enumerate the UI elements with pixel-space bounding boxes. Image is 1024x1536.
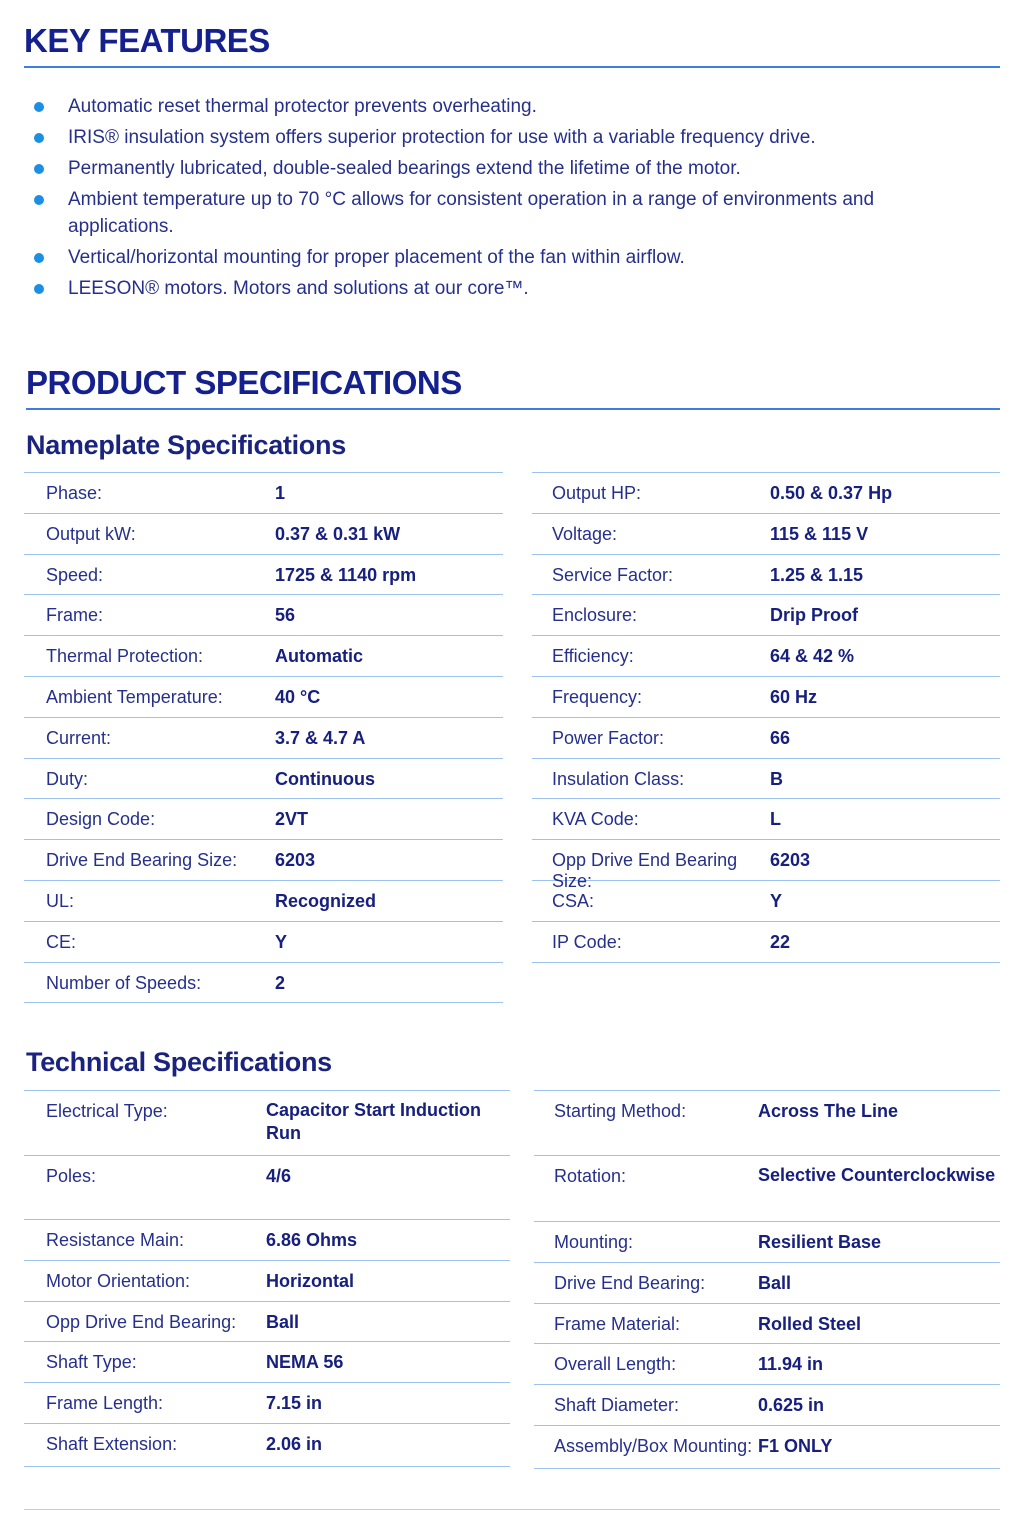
spec-label: Frame: [46,605,104,626]
spec-row [532,595,1000,636]
spec-value: 4/6 [266,1166,292,1186]
spec-value: 2.06 in [266,1433,323,1454]
nameplate-table-right [532,472,1000,963]
feature-text: Permanently lubricated, double-sealed bearings extend the lifetime of the motor. [68,158,741,179]
spec-value: 115 & 115 V [770,523,869,544]
key-features-heading: KEY FEATURES [24,22,1000,68]
spec-row [24,799,503,840]
spec-value: 56 [275,605,296,626]
technical-specifications-heading: Technical Specifications [26,1047,332,1077]
spec-row [534,1263,1000,1304]
spec-value: Automatic [275,646,364,667]
spec-row [534,1222,1000,1263]
spec-value: 60 Hz [770,686,818,707]
spec-row [532,636,1000,677]
spec-value: 1725 & 1140 rpm [275,564,417,585]
spec-value: Resilient Base [758,1232,882,1252]
spec-label: Frequency: [552,686,643,707]
spec-row [24,922,503,963]
spec-value: Horizontal [266,1270,354,1291]
spec-label: Shaft Type: [46,1352,137,1373]
spec-value: Ball [266,1311,300,1332]
spec-label: Power Factor: [552,727,665,748]
spec-row [534,1304,1000,1345]
spec-value: 1.25 & 1.15 [770,564,864,585]
spec-value: Rolled Steel [758,1313,862,1334]
spec-label: Thermal Protection: [46,646,204,667]
spec-label: Frame Length: [46,1393,164,1414]
spec-row [532,473,1000,514]
spec-label: Drive End Bearing: [554,1272,706,1293]
spec-label: Shaft Diameter: [554,1395,680,1416]
spec-row [532,799,1000,840]
spec-label: Overall Length: [554,1354,677,1375]
feature-item [34,244,964,271]
key-features-list [34,93,964,306]
feature-text: LEESON® motors. Motors and solutions at our core™. [68,278,529,299]
spec-label: Starting Method: [554,1101,687,1121]
bullet-icon [34,253,44,263]
feature-item [34,155,964,182]
feature-text: IRIS® insulation system offers superior protection for use with a variable frequency drive. [68,127,816,148]
spec-row [24,1424,510,1467]
spec-label: Opp Drive End Bearing: [46,1311,237,1332]
spec-value: NEMA 56 [266,1352,344,1373]
spec-value: B [770,768,783,789]
spec-label: Design Code: [46,809,156,830]
spec-value: 22 [770,931,791,952]
feature-item [34,124,964,151]
spec-row [24,1261,510,1302]
spec-row [534,1156,1000,1222]
bullet-icon [34,195,44,205]
feature-item [34,275,964,302]
spec-label: UL: [46,890,75,911]
spec-value: L [770,809,781,830]
spec-value: 7.15 in [266,1393,323,1414]
spec-row [24,1383,510,1424]
spec-value: 0.37 & 0.31 kW [275,523,401,544]
spec-row [24,514,503,555]
feature-item [34,93,964,120]
spec-row [24,555,503,596]
spec-label: Output kW: [46,523,136,544]
spec-row [24,1302,510,1343]
spec-row [24,1342,510,1383]
spec-value: Ball [758,1272,792,1293]
spec-value: 3.7 & 4.7 A [275,727,366,748]
spec-value: 6203 [770,850,811,871]
spec-value: Continuous [275,768,375,789]
spec-label: Voltage: [552,523,618,544]
spec-label: Insulation Class: [552,768,685,789]
spec-label: Opp Drive End Bearing Size: [552,850,738,892]
spec-label: Assembly/Box Mounting: [554,1435,753,1456]
spec-value: 11.94 in [758,1354,824,1375]
spec-label: Frame Material: [554,1313,681,1334]
spec-value: 40 °C [275,686,321,707]
spec-value: 6.86 Ohms [266,1230,358,1250]
spec-row [24,963,503,1004]
spec-row [24,677,503,718]
spec-label: Service Factor: [552,564,674,585]
spec-row [534,1344,1000,1385]
spec-value: Selective Counterclockwise [758,1165,996,1185]
feature-text: Automatic reset thermal protector prevents overheating. [68,96,537,117]
footer-divider [24,1509,1000,1510]
spec-row [24,759,503,800]
nameplate-table-left [24,472,503,1003]
spec-label: Ambient Temperature: [46,686,223,707]
spec-row [534,1385,1000,1426]
spec-value: F1 ONLY [758,1435,833,1456]
spec-label: Efficiency: [552,646,634,667]
spec-value: 1 [275,483,286,503]
bullet-icon [34,102,44,112]
product-specifications-heading: PRODUCT SPECIFICATIONS [26,364,1000,410]
spec-row [24,881,503,922]
spec-row [532,718,1000,759]
spec-row [532,514,1000,555]
spec-row [24,636,503,677]
spec-label: Current: [46,727,112,748]
spec-value: 2VT [275,809,309,830]
spec-row [24,595,503,636]
spec-row [532,759,1000,800]
nameplate-specifications-heading: Nameplate Specifications [26,430,346,460]
spec-label: Motor Orientation: [46,1270,191,1291]
spec-row [534,1426,1000,1469]
spec-value: Across The Line [758,1101,899,1121]
feature-text: Ambient temperature up to 70 °C allows for consistent operation in a range of environments and applications. [68,189,875,237]
technical-table-left [24,1090,510,1467]
spec-value: 64 & 42 % [770,646,855,667]
spec-label: CSA: [552,890,595,911]
spec-row [532,922,1000,963]
spec-value: Recognized [275,890,377,911]
spec-label: Mounting: [554,1232,634,1252]
bullet-icon [34,133,44,143]
spec-value: Capacitor Start Induction Run [266,1100,482,1143]
spec-label: Rotation: [554,1166,627,1186]
spec-value: 66 [770,727,791,748]
spec-value: Drip Proof [770,605,858,626]
spec-value: 2 [275,972,286,993]
spec-value: 0.50 & 0.37 Hp [770,483,893,503]
bullet-icon [34,164,44,174]
spec-value: 0.625 in [758,1395,825,1416]
spec-label: Enclosure: [552,605,638,626]
feature-text: Vertical/horizontal mounting for proper placement of the fan within airflow. [68,247,685,268]
spec-value: Y [275,931,288,952]
spec-label: Phase: [46,483,103,503]
spec-row [534,1091,1000,1156]
spec-label: Poles: [46,1166,97,1186]
spec-label: Number of Speeds: [46,972,202,993]
spec-row [532,677,1000,718]
spec-row [532,555,1000,596]
spec-label: Resistance Main: [46,1230,185,1250]
bullet-icon [34,284,44,294]
spec-row [532,840,1000,892]
spec-label: Drive End Bearing Size: [46,850,238,871]
spec-label: Shaft Extension: [46,1433,178,1454]
spec-value: 6203 [275,850,316,871]
spec-row [24,718,503,759]
technical-table-right [534,1090,1000,1469]
spec-label: Speed: [46,564,104,585]
spec-row [24,1156,510,1220]
feature-item [34,186,964,240]
spec-label: IP Code: [552,931,622,952]
spec-label: Electrical Type: [46,1101,168,1121]
spec-row [24,1220,510,1261]
spec-label: CE: [46,931,77,952]
spec-row [24,1091,510,1156]
spec-row [24,473,503,514]
spec-label: Duty: [46,768,89,789]
spec-value: Y [770,890,783,911]
spec-label: Output HP: [552,483,642,503]
spec-label: KVA Code: [552,809,639,830]
spec-row [24,840,503,881]
